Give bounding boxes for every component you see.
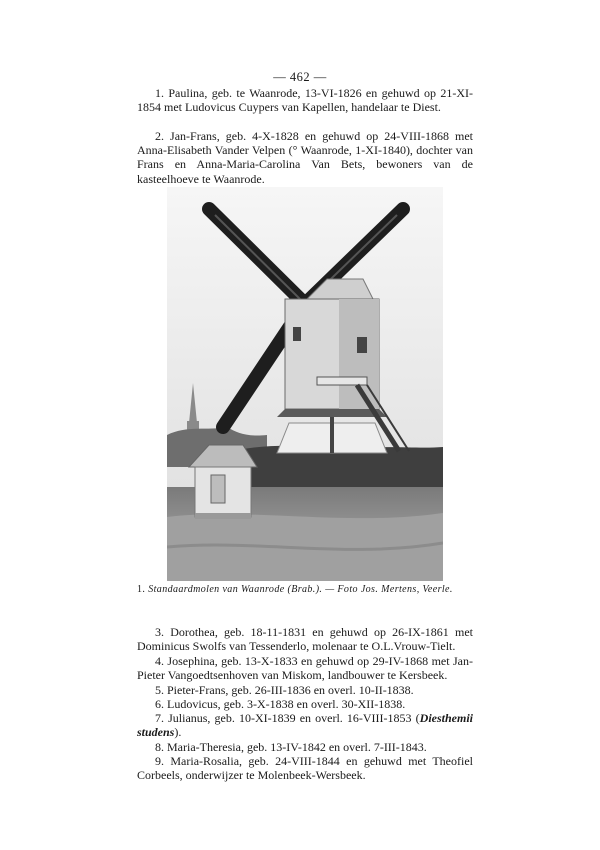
entry-jan-frans: 2. Jan-Frans, geb. 4-X-1828 en gehuwd op 24-VIII-1868 met Anna-Elisabeth Vander Velpen (° Waanrode, 1-XI-1840), dochter van Frans en Anna-Maria-Carolina Van Bets, bewoners van de kasteelhoeve te Waanrode. (137, 129, 473, 186)
entry-julianus: 7. Julianus, geb. 10-XI-1839 en overl. 16-VIII-1853 (Diesthemii studens). (137, 711, 473, 740)
small-shed (189, 445, 257, 519)
windmill-illustration (167, 187, 443, 581)
entry-pieter-frans: 5. Pieter-Frans, geb. 26-III-1836 en overl. 10-II-1838. (155, 683, 414, 697)
entry-dorothea: 3. Dorothea, geb. 18-11-1831 en gehuwd op 26-IX-1861 met Dominicus Swolfs van Tessenderlo, molenaar te O.L.Vrouw-Tielt. (137, 625, 473, 654)
entry-maria-theresia: 8. Maria-Theresia, geb. 13-IV-1842 en overl. 7-III-1843. (155, 740, 427, 754)
entry-ludovicus: 6. Ludovicus, geb. 3-X-1838 en overl. 30-XII-1838. (155, 697, 406, 711)
windmill-photo (167, 187, 443, 581)
entry-josephina: 4. Josephina, geb. 13-X-1833 en gehuwd op 29-IV-1868 met Jan-Pieter Vangoedtsenhoven van Miskom, landbouwer te Kersbeek. (137, 654, 473, 683)
entry-paulina: 1. Paulina, geb. te Waanrode, 13-VI-1826 en gehuwd op 21-XI-1854 met Ludovicus Cuypers van Kapellen, handelaar te Diest. (137, 86, 473, 115)
page-number: — 462 — (273, 70, 327, 84)
entry-maria-rosalia: 9. Maria-Rosalia, geb. 24-VIII-1844 en gehuwd met Theofiel Corbeels, onderwijzer te Molenbeek-Wersbeek. (137, 754, 473, 783)
figure-caption: 1. Standaardmolen van Waanrode (Brab.). — Foto Jos. Mertens, Veerle. (137, 584, 453, 595)
